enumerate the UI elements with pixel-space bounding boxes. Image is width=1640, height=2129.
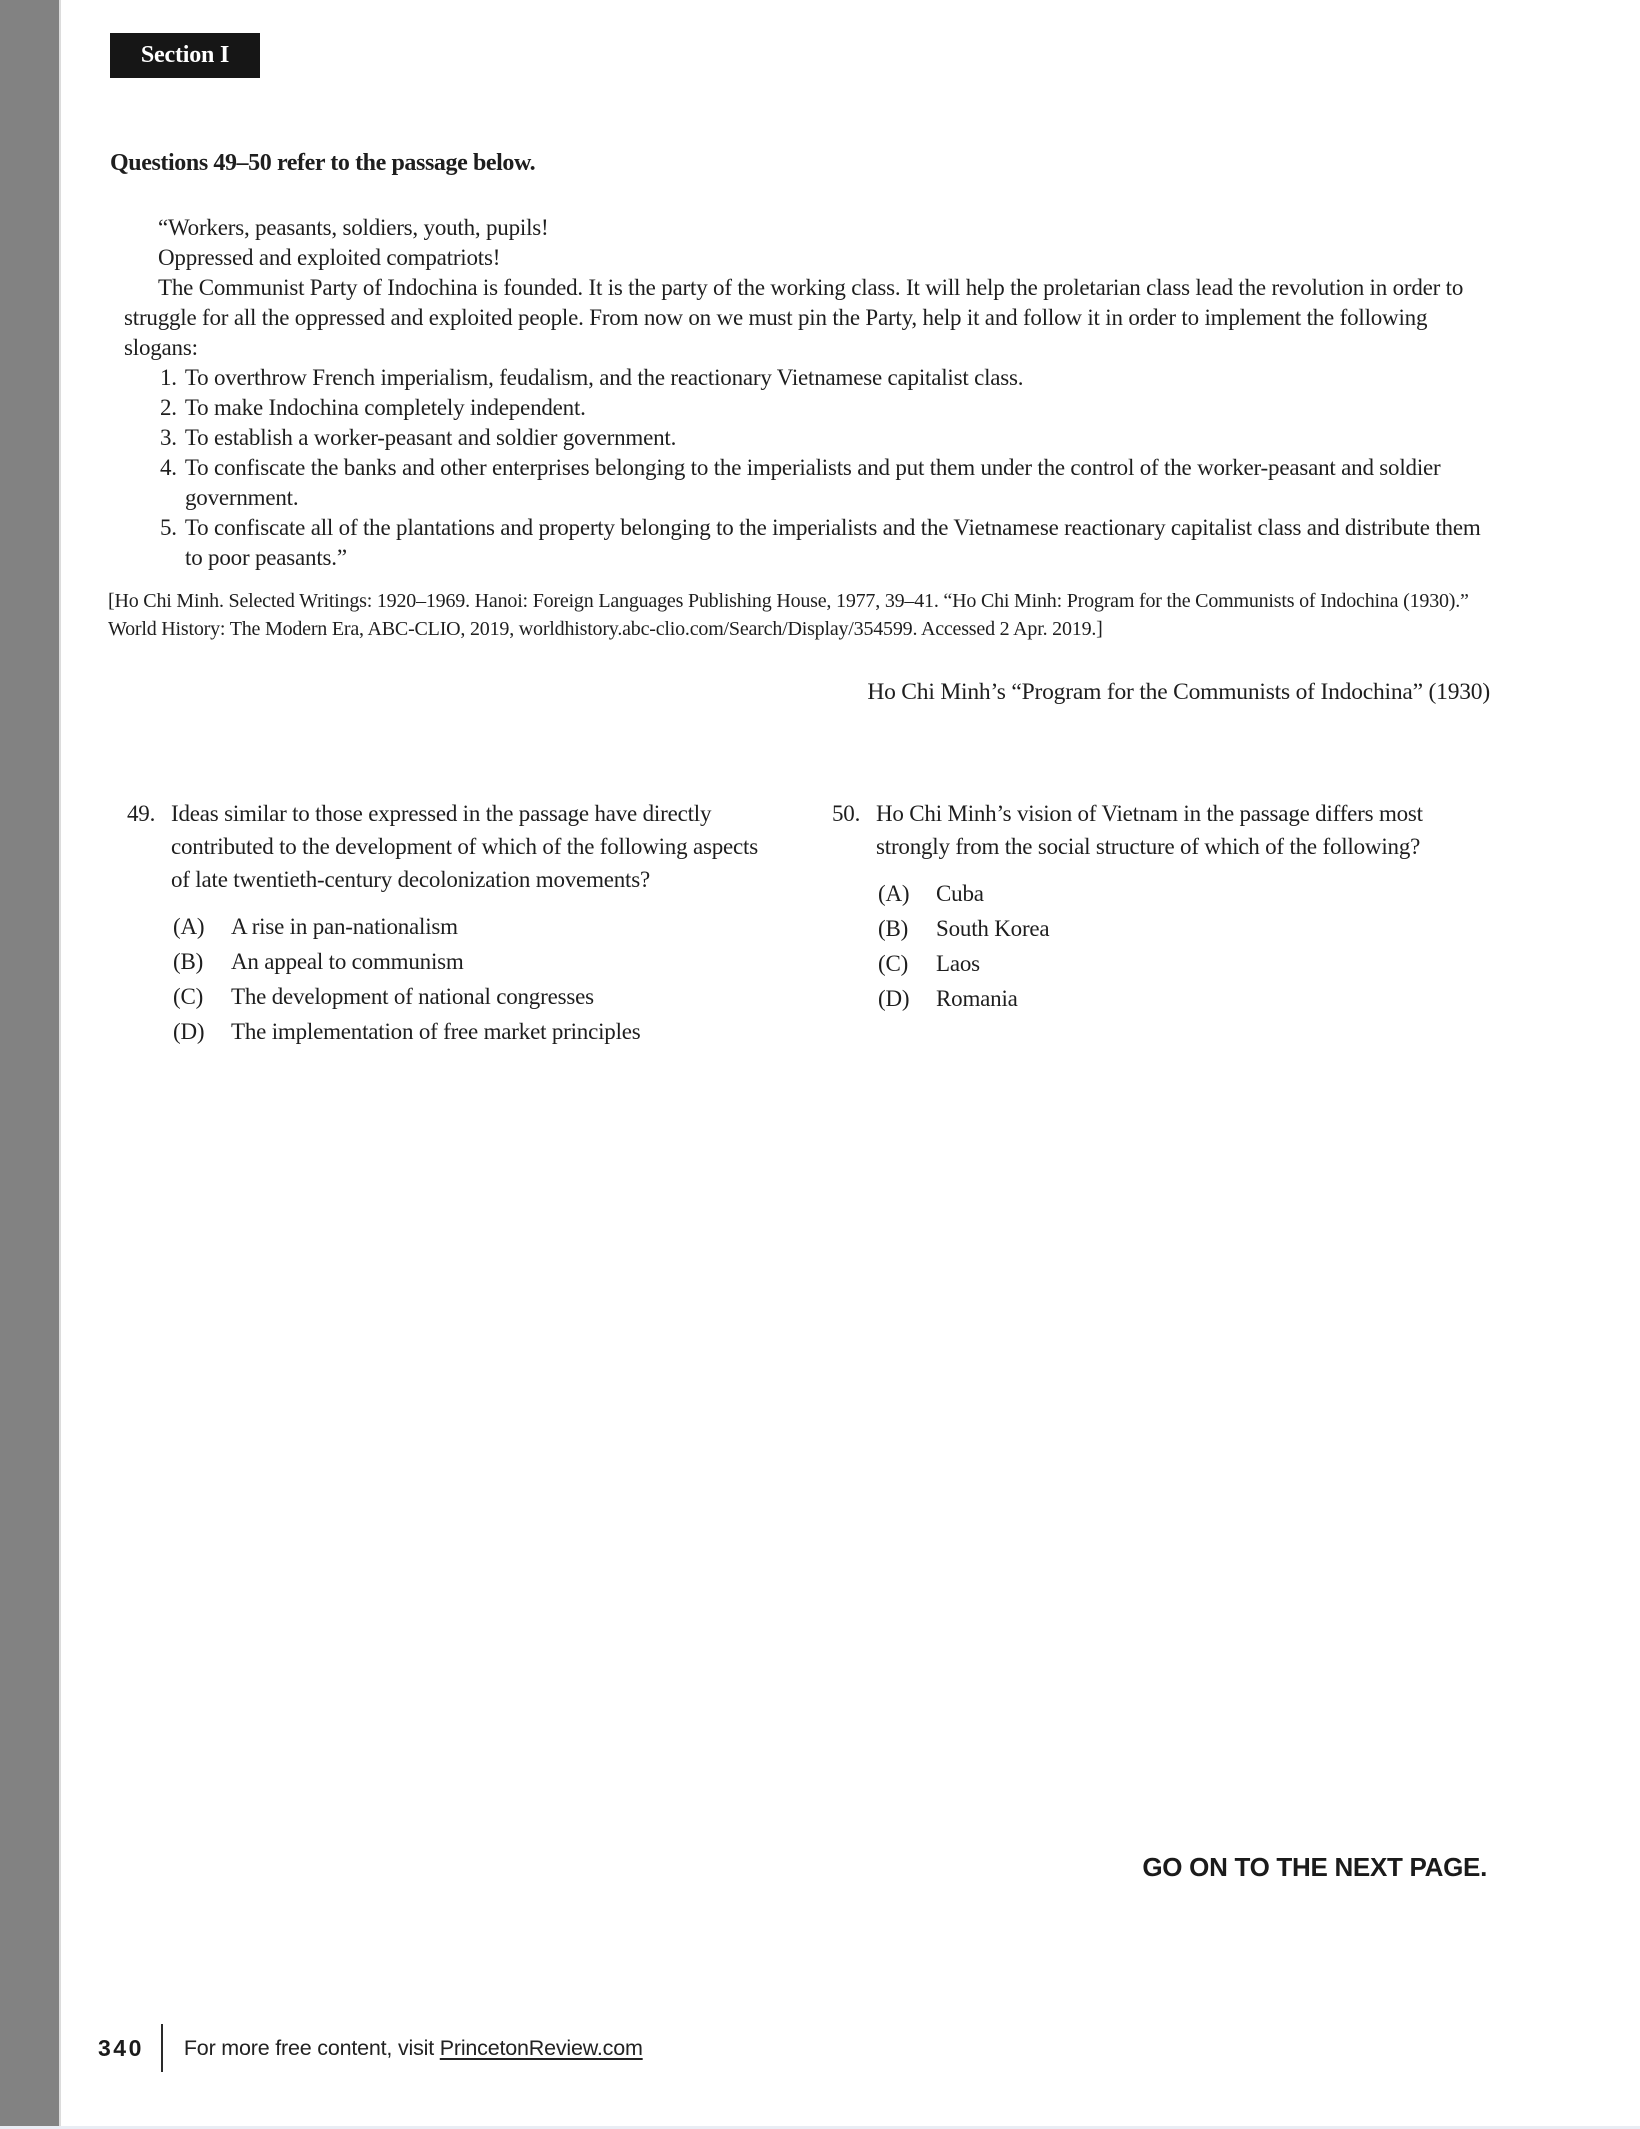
passage-block (108, 213, 1490, 707)
option-label: (D) (173, 1019, 205, 1044)
option-text: A rise in pan-nationalism (231, 914, 458, 939)
slogan-number: 3. (160, 425, 177, 450)
answer-option (173, 909, 782, 944)
answer-option (878, 946, 1487, 981)
answer-option (878, 876, 1487, 911)
answer-options (878, 876, 1487, 1016)
answer-option (878, 981, 1487, 1016)
passage-quote-line: Oppressed and exploited compatriots! (158, 245, 501, 270)
passage-quote-line: “Workers, peasants, soldiers, youth, pupils! (158, 215, 549, 240)
option-text: An appeal to communism (231, 949, 464, 974)
slogan-text: To establish a worker-peasant and soldier government. (184, 425, 677, 450)
question-49 (127, 797, 782, 1049)
slogan-text: To confiscate the banks and other enterprises belonging to the imperialists and put them under the control of the worker-peasant and soldier government. (184, 455, 1441, 510)
answer-option (173, 944, 782, 979)
slogan-number: 5. (160, 515, 177, 540)
answer-option (173, 979, 782, 1014)
option-label: (A) (173, 914, 205, 939)
question-stem-row (127, 797, 782, 896)
answer-option (878, 911, 1487, 946)
princeton-review-link[interactable]: PrincetonReview.com (439, 2035, 643, 2060)
option-text: Laos (936, 951, 980, 976)
question-stem: Ho Chi Minh’s vision of Vietnam in the passage differs most strongly from the social structure of which of the following? (876, 801, 1423, 859)
passage-slogan-item (160, 363, 1490, 393)
option-text: Cuba (936, 881, 984, 906)
question-number: 50. (832, 801, 861, 826)
slogan-text: To make Indochina completely independent. (184, 395, 586, 420)
footer-promo-prefix: For more free content, visit (183, 2035, 440, 2060)
question-number: 49. (127, 801, 156, 826)
page-number: 340 (98, 2034, 144, 2061)
option-label: (C) (173, 984, 204, 1009)
footer-promo-text (184, 2036, 643, 2061)
slogan-number: 4. (160, 455, 177, 480)
option-text: The development of national congresses (231, 984, 594, 1009)
option-label: (B) (173, 949, 204, 974)
slogan-text: To confiscate all of the plantations and property belonging to the imperialists and the Vietnamese reactionary capitalist class and distribute them to poor peasants.” (184, 515, 1481, 570)
passage-slogan-item (160, 453, 1490, 513)
option-label: (B) (878, 916, 909, 941)
page-footer (98, 2022, 643, 2074)
answer-option (173, 1014, 782, 1049)
option-text: Romania (936, 986, 1018, 1011)
page-gutter-bar (0, 0, 61, 2129)
passage-attribution: Ho Chi Minh’s “Program for the Communists of Indochina” (1930) (867, 679, 1490, 705)
footer-divider (161, 2024, 163, 2072)
slogan-number: 1. (160, 365, 177, 390)
passage-slogan-item (160, 423, 1490, 453)
question-stem-row (832, 797, 1487, 863)
option-label: (D) (878, 986, 910, 1011)
question-stem: Ideas similar to those expressed in the passage have directly contributed to the development of which of the following aspects of late twentieth-century decolonization movements? (171, 801, 758, 892)
passage-slogan-item (160, 513, 1490, 573)
slogan-number: 2. (160, 395, 177, 420)
section-tab-label: Section I (140, 42, 230, 68)
go-on-next-page-text: GO ON TO THE NEXT PAGE. (1142, 1852, 1487, 1882)
question-50 (832, 797, 1487, 1049)
option-label: (A) (878, 881, 910, 906)
questions-area (127, 797, 1487, 1049)
questions-range-header: Questions 49–50 refer to the passage below. (110, 150, 536, 176)
option-text: The implementation of free market principles (231, 1019, 641, 1044)
section-tab (110, 33, 260, 78)
passage-slogan-item (160, 393, 1490, 423)
answer-options (173, 909, 782, 1049)
option-label: (C) (878, 951, 909, 976)
slogan-text: To overthrow French imperialism, feudalism, and the reactionary Vietnamese capitalist class. (184, 365, 1024, 390)
passage-citation: [Ho Chi Minh. Selected Writings: 1920–1969. Hanoi: Foreign Languages Publishing House, 1977, 39–41. “Ho Chi Minh: Program for the Communists of Indochina (1930).” World History: The Modern Era, ABC-CLIO, 2019, worldhistory.abc-clio.com/Search/Display/354599. Accessed 2 Apr. 2019.] (108, 590, 1469, 640)
passage-paragraph: The Communist Party of Indochina is founded. It is the party of the working class. It will help the proletarian class lead the revolution in order to struggle for all the oppressed and exploited people. From now on we must pin the Party, help it and follow it in order to implement the following slogans: (124, 275, 1464, 360)
option-text: South Korea (936, 916, 1050, 941)
